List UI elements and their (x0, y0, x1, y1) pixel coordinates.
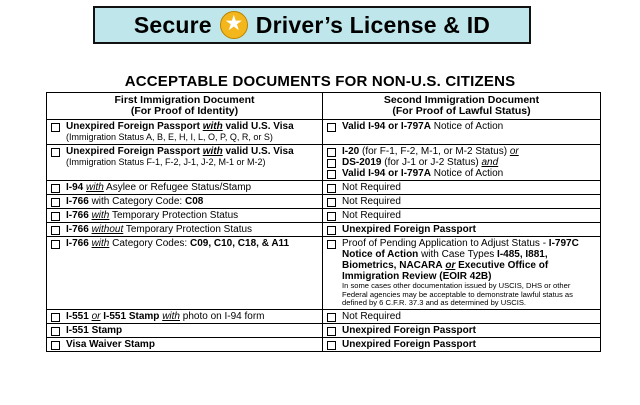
doc-name: I-94 (66, 182, 87, 193)
documents-table (46, 92, 601, 352)
checkbox[interactable] (327, 123, 336, 132)
doc-text: Not Required (342, 310, 401, 322)
checkbox[interactable] (327, 226, 336, 235)
doc-name: valid U.S. Visa (222, 146, 294, 157)
doc-name: Executive Office of Immigration Review (EOIR 42B) (342, 260, 549, 282)
doc-name: I-485, I881, Biometrics, NACARA (342, 249, 548, 271)
checkbox[interactable] (327, 148, 336, 157)
first-column-title: First Immigration Document (114, 94, 255, 106)
doc-code: C09, C10, C18, & A11 (189, 238, 290, 249)
first-doc-cell (47, 323, 323, 337)
checkbox[interactable] (51, 327, 60, 336)
doc-name: I-766 (66, 210, 92, 221)
doc-name: Unexpired Foreign Passport (66, 146, 203, 157)
first-doc-cell (47, 223, 323, 237)
first-doc-cell (47, 209, 323, 223)
doc-note: (Immigration Status F-1, F-2, J-1, J-2, M-1 or M-2) (66, 157, 266, 167)
second-doc-cell (323, 323, 601, 337)
second-doc-cell (323, 145, 601, 181)
banner-right-text: Driver’s License & ID (255, 11, 491, 38)
first-doc-cell (47, 120, 323, 145)
doc-text: photo on I-94 form (179, 310, 265, 322)
doc-connector: or (91, 310, 101, 322)
table-row (47, 181, 601, 195)
table-row (47, 223, 601, 237)
doc-name: I-551 Stamp (100, 310, 163, 322)
table-row (47, 337, 601, 351)
doc-name: I-551 (66, 310, 92, 322)
doc-name: Valid I-94 or I-797A (342, 168, 431, 179)
doc-name: Visa Waiver Stamp (66, 338, 155, 350)
first-doc-cell (47, 309, 323, 323)
doc-note: (Immigration Status A, B, E, H, I, L, O, P, Q, R, or S) (66, 132, 273, 142)
table-row (47, 237, 601, 310)
checkbox[interactable] (327, 159, 336, 168)
checkbox[interactable] (327, 240, 336, 249)
doc-text: Temporary Protection Status (123, 224, 253, 235)
table-row (47, 309, 601, 323)
doc-name: valid U.S. Visa (222, 121, 294, 132)
checkbox[interactable] (327, 212, 336, 221)
second-doc-cell (323, 120, 601, 145)
doc-name: I-766 (66, 224, 92, 235)
first-doc-cell (47, 237, 323, 310)
first-doc-cell (47, 181, 323, 195)
checkbox[interactable] (327, 170, 336, 179)
doc-text: Not Required (342, 196, 401, 207)
banner-left-text: Secure (133, 11, 212, 38)
title-banner (93, 6, 531, 44)
fine-print-note: In some cases other documentation issued by USCIS, DHS or other Federal agencies may be acceptable to demonstrate lawful status as defined by 6 C.F.R. 37.3 and as determined by USCIS. (342, 281, 573, 307)
first-column-header (47, 93, 323, 120)
second-doc-cell (323, 223, 601, 237)
doc-connector: with (91, 210, 110, 221)
doc-connector: or (509, 146, 519, 157)
table-header-row (47, 93, 601, 120)
doc-connector: and (481, 157, 499, 168)
checkbox[interactable] (51, 313, 60, 322)
doc-connector: with (162, 310, 180, 322)
table-row (47, 120, 601, 145)
doc-connector: with (91, 238, 110, 249)
doc-name: I-797C Notice of Action (342, 238, 579, 260)
doc-text: Not Required (342, 182, 401, 193)
doc-name: DS-2019 (342, 157, 382, 168)
doc-text: Temporary Protection Status (109, 210, 239, 221)
doc-text: with Category Code: (88, 196, 185, 207)
doc-name: Unexpired Foreign Passport (66, 121, 203, 132)
doc-name: Unexpired Foreign Passport (342, 338, 476, 350)
checkbox[interactable] (327, 341, 336, 350)
doc-text: with Case Types (418, 249, 498, 260)
star-icon: ★ (220, 11, 248, 39)
checkbox[interactable] (327, 184, 336, 193)
second-doc-cell (323, 337, 601, 351)
doc-text: Proof of Pending Application to Adjust Status - (342, 238, 549, 249)
second-doc-cell (323, 209, 601, 223)
doc-text: Notice of Action (430, 168, 504, 179)
doc-name: I-766 (66, 238, 92, 249)
checkbox[interactable] (51, 240, 60, 249)
first-doc-cell (47, 337, 323, 351)
first-doc-cell (47, 145, 323, 181)
doc-connector: with (202, 146, 223, 157)
checkbox[interactable] (51, 226, 60, 235)
checkbox[interactable] (51, 212, 60, 221)
second-column-title: Second Immigration Document (383, 94, 540, 106)
checkbox[interactable] (327, 198, 336, 207)
doc-connector: or (445, 260, 456, 271)
doc-text: (for F-1, F-2, M-1, or M-2 Status) (359, 146, 510, 157)
second-column-header (323, 93, 601, 120)
second-column-subtitle: (For Proof of Lawful Status) (392, 105, 531, 117)
doc-text: Not Required (342, 210, 401, 221)
doc-text: Notice of Action (430, 121, 504, 132)
first-column-subtitle: (For Proof of Identity) (130, 105, 239, 117)
second-doc-cell (323, 181, 601, 195)
doc-name: Unexpired Foreign Passport (342, 324, 476, 336)
doc-code: C08 (184, 196, 204, 207)
doc-name: Valid I-94 or I-797A (342, 121, 431, 132)
table-row (47, 323, 601, 337)
second-doc-cell (323, 309, 601, 323)
first-doc-cell (47, 195, 323, 209)
doc-text: (for J-1 or J-2 Status) (381, 157, 482, 168)
checkbox[interactable] (51, 184, 60, 193)
doc-connector: without (91, 224, 124, 235)
checkbox[interactable] (51, 123, 60, 132)
doc-connector: with (86, 182, 104, 193)
doc-name: Unexpired Foreign Passport (342, 224, 476, 235)
doc-text: Asylee or Refugee Status/Stamp (103, 182, 252, 193)
doc-name: I-20 (342, 146, 360, 157)
second-doc-cell (323, 237, 601, 310)
checkbox[interactable] (51, 341, 60, 350)
table-row (47, 195, 601, 209)
doc-text: Category Codes: (109, 238, 190, 249)
table-row (47, 209, 601, 223)
checkbox[interactable] (51, 198, 60, 207)
second-doc-cell (323, 195, 601, 209)
checkbox[interactable] (327, 313, 336, 322)
checkbox[interactable] (327, 327, 336, 336)
doc-name: I-766 (66, 196, 89, 207)
table-row (47, 145, 601, 181)
checkbox[interactable] (51, 148, 60, 157)
doc-name: I-551 Stamp (66, 324, 123, 336)
page-heading: ACCEPTABLE DOCUMENTS FOR NON-U.S. CITIZENS (124, 73, 516, 90)
doc-connector: with (202, 121, 223, 132)
